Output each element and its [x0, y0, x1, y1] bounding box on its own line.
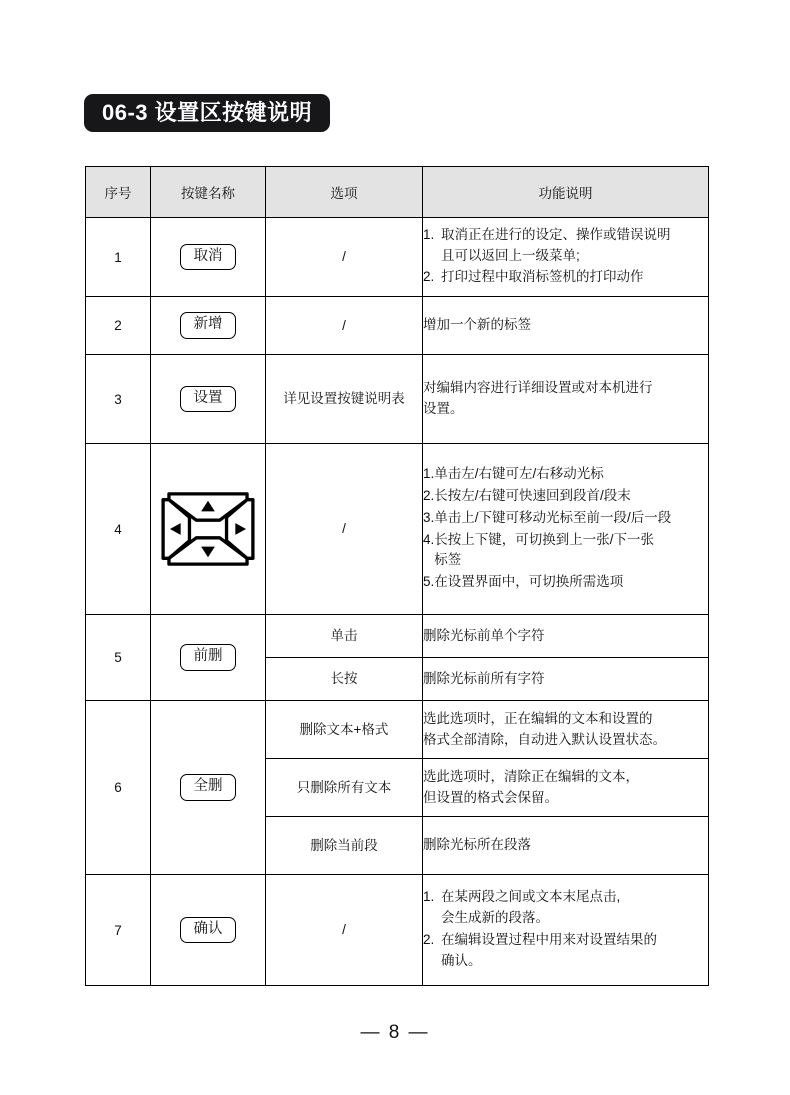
cell-function-description — [423, 355, 709, 444]
list-item-number: 1. — [423, 889, 439, 905]
description-line: 删除光标所在段落 — [423, 837, 531, 853]
list-item-number: 3. — [423, 509, 435, 525]
cell-option: 删除文本+格式 — [266, 701, 423, 759]
cell-key-name — [151, 444, 266, 615]
key-cap-3: 设置 — [180, 386, 236, 413]
cell-index: 5 — [86, 615, 151, 701]
cell-function-description — [423, 658, 709, 701]
description-line: 删除光标前所有字符 — [423, 670, 545, 686]
cell-option: / — [266, 444, 423, 615]
table-row — [86, 218, 709, 297]
list-item-number: 2. — [423, 487, 435, 503]
list-item-text — [441, 267, 708, 288]
cell-index: 7 — [86, 875, 151, 986]
key-cap-2: 新增 — [180, 312, 236, 339]
list-item-line: 标签 — [434, 552, 462, 568]
list-item-number: 1. — [423, 465, 435, 481]
table-row — [86, 615, 709, 658]
list-item-line: 长按上下键，可切换到上一张/下一张 — [434, 531, 655, 547]
description-list-item — [423, 464, 708, 485]
list-item-text — [434, 572, 708, 593]
description-list-item — [423, 486, 708, 507]
cell-option: / — [266, 875, 423, 986]
key-cap-7: 确认 — [180, 917, 236, 944]
list-item-text — [434, 530, 708, 572]
list-item-text — [434, 486, 708, 507]
cell-index: 3 — [86, 355, 151, 444]
cell-key-name — [151, 355, 266, 444]
list-item-line: 在编辑设置过程中用来对设置结果的 — [441, 932, 658, 947]
list-item-line: 且可以返回上一级菜单; — [441, 247, 580, 263]
description-list-item — [423, 572, 708, 593]
table-body — [86, 218, 709, 986]
cell-function-description — [423, 218, 709, 297]
cell-option: 删除当前段 — [266, 817, 423, 875]
cell-function-description — [423, 759, 709, 817]
cell-index: 6 — [86, 701, 151, 875]
description-list — [423, 464, 708, 594]
description-line: 设置。 — [423, 401, 464, 416]
page-title: 06-3 设置区按键说明 — [102, 100, 313, 125]
description-list — [423, 225, 708, 289]
cell-option: 长按 — [266, 658, 423, 701]
key-description-table-wrapper — [85, 166, 708, 986]
list-item-text — [441, 225, 708, 267]
description-list-item — [423, 887, 708, 929]
page-footer — [0, 1022, 790, 1044]
description-line: 但设置的格式会保留。 — [423, 789, 558, 805]
table-row — [86, 355, 709, 444]
section-title-banner — [84, 94, 330, 132]
key-description-table — [85, 166, 709, 986]
cell-function-description — [423, 615, 709, 658]
description-text — [423, 626, 708, 647]
description-list — [423, 887, 708, 972]
list-item-line: 单击上/下键可移动光标至前一段/后一段 — [434, 509, 672, 525]
cell-function-description — [423, 297, 709, 355]
cell-option: 详见设置按键说明表 — [266, 355, 423, 444]
list-item-line: 在设置界面中，可切换所需选项 — [434, 574, 624, 590]
description-text — [423, 315, 708, 336]
description-text — [423, 378, 708, 420]
column-header-key-name: 按键名称 — [151, 167, 266, 218]
table-row — [86, 444, 709, 615]
list-item-text — [434, 464, 708, 485]
list-item-line: 在某两段之间或文本末尾点击, — [441, 889, 621, 905]
key-cap-6: 全删 — [180, 774, 236, 801]
table-header — [86, 167, 709, 218]
description-list-item — [423, 225, 708, 267]
column-header-option: 选项 — [266, 167, 423, 218]
column-header-index: 序号 — [86, 167, 151, 218]
list-item-line: 打印过程中取消标签机的打印动作 — [441, 269, 644, 285]
key-cap-1: 取消 — [180, 244, 236, 271]
description-line: 选此选项时，清除正在编辑的文本， — [423, 768, 639, 784]
table-row — [86, 297, 709, 355]
cell-key-name — [151, 218, 266, 297]
description-list-item — [423, 267, 708, 288]
table-row — [86, 875, 709, 986]
list-item-line: 会生成新的段落。 — [441, 910, 550, 926]
description-line: 增加一个新的标签 — [423, 317, 531, 333]
description-line: 对编辑内容进行详细设置或对本机进行 — [423, 380, 653, 396]
description-text — [423, 709, 708, 751]
description-list-item — [423, 508, 708, 529]
list-item-number: 4. — [423, 531, 435, 547]
cell-index: 1 — [86, 218, 151, 297]
list-item-line: 确认。 — [441, 952, 482, 968]
list-item-text — [434, 508, 708, 529]
list-item-line: 取消正在进行的设定、操作或错误说明 — [441, 226, 671, 242]
description-list-item — [423, 530, 708, 572]
description-text — [423, 767, 708, 809]
cell-index: 4 — [86, 444, 151, 615]
list-item-line: 长按左/右键可快速回到段首/段末 — [434, 487, 631, 503]
cell-option: 单击 — [266, 615, 423, 658]
cell-function-description — [423, 817, 709, 875]
list-item-text — [441, 930, 708, 972]
description-text — [423, 835, 708, 856]
direction-pad-icon — [151, 488, 265, 570]
table-row — [86, 701, 709, 759]
cell-key-name — [151, 615, 266, 701]
list-item-number: 2. — [423, 269, 439, 285]
description-text — [423, 669, 708, 690]
cell-option: / — [266, 218, 423, 297]
cell-key-name — [151, 701, 266, 875]
list-item-text — [441, 887, 708, 929]
table-header-row — [86, 167, 709, 218]
description-line: 格式全部清除，自动进入默认设置状态。 — [423, 731, 666, 747]
cell-function-description — [423, 701, 709, 759]
description-line: 删除光标前单个字符 — [423, 627, 545, 643]
list-item-line: 单击左/右键可左/右移动光标 — [434, 465, 604, 481]
description-list-item — [423, 930, 708, 972]
cell-key-name — [151, 875, 266, 986]
cell-option: / — [266, 297, 423, 355]
list-item-number: 2. — [423, 932, 439, 947]
key-cap-5: 前删 — [180, 644, 236, 671]
list-item-number: 1. — [423, 226, 439, 242]
page-number: — 8 — — [360, 1022, 430, 1043]
cell-key-name — [151, 297, 266, 355]
description-line: 选此选项时，正在编辑的文本和设置的 — [423, 710, 653, 726]
cell-function-description — [423, 444, 709, 615]
cell-option: 只删除所有文本 — [266, 759, 423, 817]
list-item-number: 5. — [423, 574, 435, 590]
column-header-function: 功能说明 — [423, 167, 709, 218]
cell-index: 2 — [86, 297, 151, 355]
cell-function-description — [423, 875, 709, 986]
